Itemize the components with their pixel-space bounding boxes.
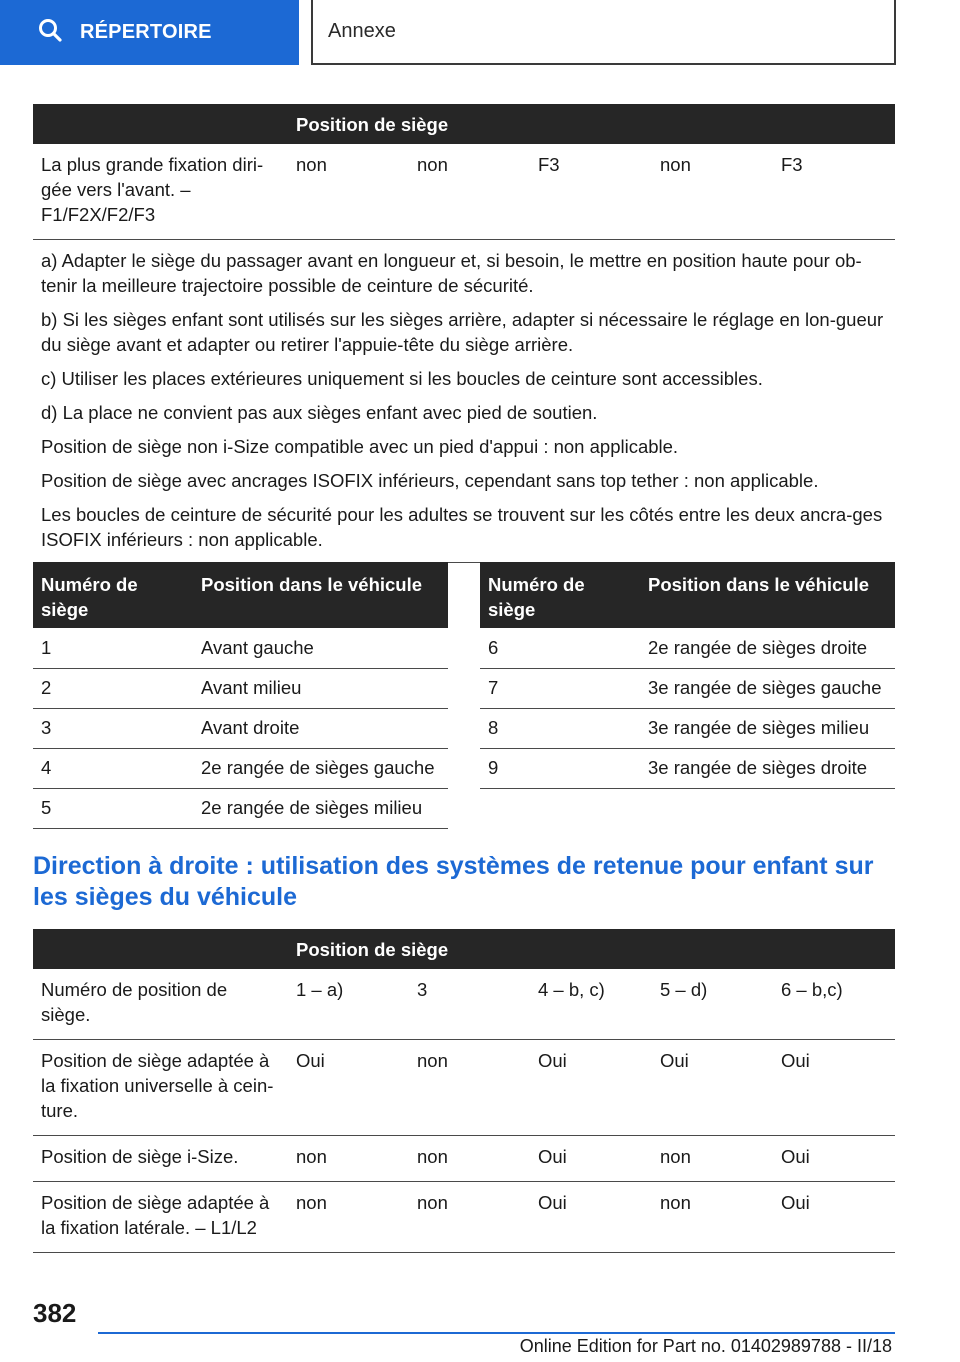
table-header: Position de siège [288,929,895,969]
table-cell: non [288,1136,409,1182]
row-label: Numéro de position de siège. [33,969,288,1040]
seat-number: 1 [33,628,193,668]
table-header-row [33,104,895,144]
table-row [33,668,448,708]
note-text: c) Utiliser les places extérieures uniquement si les boucles de ceinture sont accessibles. [41,368,763,389]
table-cell: Oui [773,1040,895,1136]
table-row [33,1182,895,1253]
notes-row [33,240,895,563]
table-cell: non [652,1136,773,1182]
seat-number-table-left [33,562,448,829]
table-row [33,1136,895,1182]
row-label: Position de siège adaptée à la fixation latérale. – L1/L2 [33,1182,288,1253]
section-title-box [311,0,896,65]
seat-position: 3e rangée de sièges milieu [640,708,895,748]
col-header-seat-number: Numéro de siège [480,562,640,628]
seat-position: Avant milieu [193,668,448,708]
note-text: Position de siège avec ancrages ISOFIX inférieurs, cependant sans top tether : non applicable. [41,470,819,491]
table-cell: F3 [773,144,895,240]
table-row [33,1040,895,1136]
table-row [33,969,895,1040]
seat-position-table-rhd [33,929,895,1253]
row-label: La plus grande fixation diri-gée vers l'avant. – F1/F2X/F2/F3 [33,144,288,240]
seat-number: 4 [33,748,193,788]
col-header-seat-number: Numéro de siège [33,562,193,628]
seat-number-table-right [480,562,895,789]
table-cell: Oui [530,1040,652,1136]
table-cell: Oui [530,1182,652,1253]
table-cell: non [288,144,409,240]
directory-search-button[interactable] [0,0,299,65]
note-text: Position de siège non i-Size compatible avec un pied d'appui : non applicable. [41,436,679,457]
table-cell: non [409,1040,530,1136]
seat-number: 9 [480,748,640,788]
table-row [33,628,448,668]
table-cell: Oui [530,1136,652,1182]
table-cell: 3 [409,969,530,1040]
table-header-row [33,562,448,628]
table-row [480,668,895,708]
col-header-position: Position dans le véhicule [640,562,895,628]
seat-position: 2e rangée de sièges milieu [193,788,448,828]
table-header-row [480,562,895,628]
seat-number: 3 [33,708,193,748]
table-cell: Oui [773,1182,895,1253]
table-cell: Oui [773,1136,895,1182]
table-cell: non [409,144,530,240]
note-text: a) Adapter le siège du passager avant en longueur et, si besoin, le mettre en position haute pour ob-tenir la meilleure trajectoire possible de ceinture de sécurité. [41,250,862,296]
table-cell: Oui [652,1040,773,1136]
table-cell: non [652,144,773,240]
table-cell: 4 – b, c) [530,969,652,1040]
seat-position: 2e rangée de sièges gauche [193,748,448,788]
directory-label: RÉPERTOIRE [80,21,212,43]
search-icon [38,18,62,47]
section-heading: Direction à droite : utilisation des systèmes de retenue pour enfant sur les sièges du véhicule [33,852,874,911]
seat-position: 2e rangée de sièges droite [640,628,895,668]
seat-position: 3e rangée de sièges droite [640,748,895,788]
edition-info: Online Edition for Part no. 01402989788 - II/18 [519,1336,892,1356]
table-cell: 1 – a) [288,969,409,1040]
table-header: Position de siège [288,104,895,144]
section-name: Annexe [328,20,396,42]
table-row [480,628,895,668]
table-cell: 6 – b,c) [773,969,895,1040]
table-row [33,748,448,788]
note-text: d) La place ne convient pas aux sièges enfant avec pied de soutien. [41,402,598,423]
table-row [33,144,895,240]
seat-number: 8 [480,708,640,748]
col-header-position: Position dans le véhicule [193,562,448,628]
seat-number: 2 [33,668,193,708]
table-cell: non [409,1136,530,1182]
page-number: 382 [33,1298,77,1328]
table-cell: F3 [530,144,652,240]
row-label: Position de siège adaptée à la fixation universelle à cein-ture. [33,1040,288,1136]
table-row [33,788,448,828]
table-cell: non [409,1182,530,1253]
table-row [480,748,895,788]
seat-number: 6 [480,628,640,668]
seat-position: Avant droite [193,708,448,748]
seat-number: 5 [33,788,193,828]
seat-number: 7 [480,668,640,708]
note-text: Les boucles de ceinture de sécurité pour les adultes se trouvent sur les côtés entre les deux ancra-ges ISOFIX inférieurs : non applicable. [41,504,883,550]
table-header-row [33,929,895,969]
table-cell: non [288,1182,409,1253]
note-text: b) Si les sièges enfant sont utilisés sur les sièges arrière, adapter si nécessaire le réglage en lon-gueur du siège avant et adapter ou retirer l'appuie-tête du siège arrière. [41,309,884,355]
table-cell: Oui [288,1040,409,1136]
table-row [480,708,895,748]
row-label: Position de siège i-Size. [33,1136,288,1182]
table-cell: non [652,1182,773,1253]
table-notes [33,240,895,563]
seat-position-table-top [33,104,895,563]
seat-position: 3e rangée de sièges gauche [640,668,895,708]
footer-divider [98,1332,895,1334]
seat-position: Avant gauche [193,628,448,668]
table-cell: 5 – d) [652,969,773,1040]
table-row [33,708,448,748]
